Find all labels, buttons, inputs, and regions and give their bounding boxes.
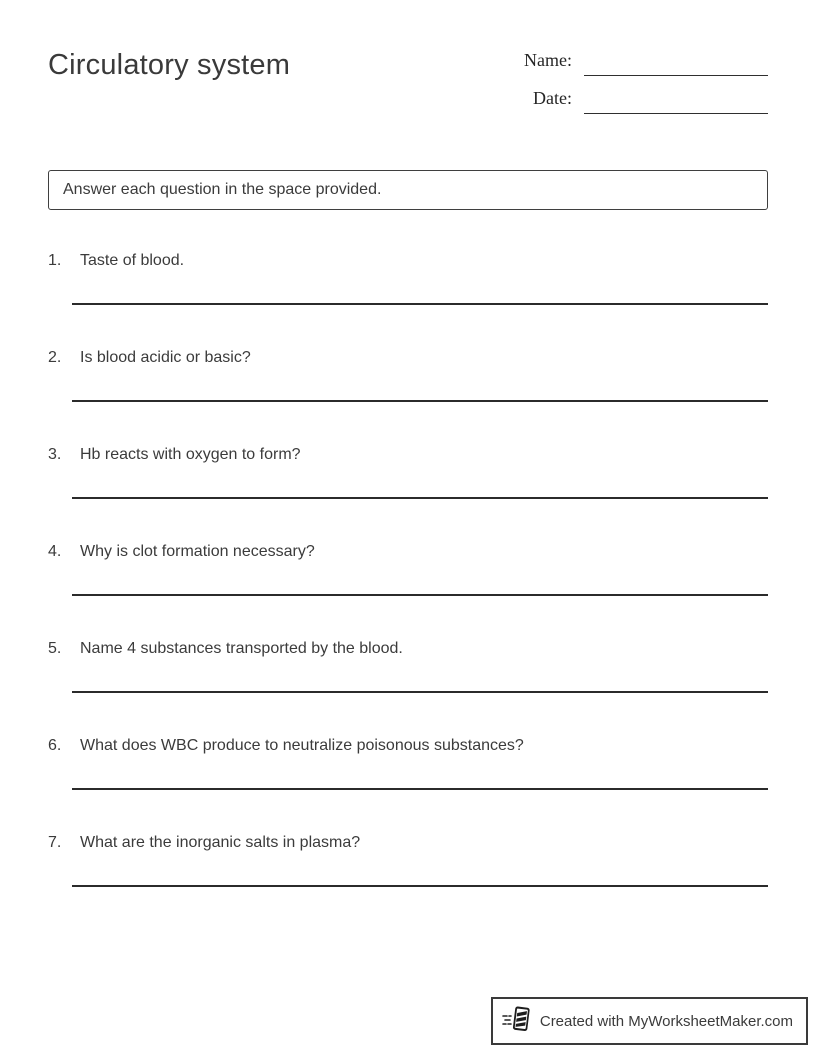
- question-text: Name 4 substances transported by the blood.: [80, 640, 403, 657]
- question-item: [48, 638, 768, 693]
- footer-credit-text: Created with MyWorksheetMaker.com: [539, 1012, 793, 1030]
- answer-line: [72, 497, 768, 499]
- answer-line: [72, 400, 768, 402]
- footer-credit-badge[interactable]: [491, 997, 808, 1045]
- question-number: 2.: [48, 349, 62, 366]
- page-title: Circulatory system: [48, 49, 291, 81]
- answer-line: [72, 885, 768, 887]
- answer-line: [72, 788, 768, 790]
- instructions-box: [48, 170, 768, 210]
- question-item: [48, 832, 768, 887]
- question-number: 6.: [48, 737, 62, 754]
- answer-line: [72, 303, 768, 305]
- name-blank-line: [584, 48, 768, 76]
- question-text: Taste of blood.: [80, 252, 185, 269]
- answer-line: [72, 691, 768, 693]
- question-number: 3.: [48, 446, 62, 463]
- answer-line: [72, 594, 768, 596]
- date-label: Date:: [533, 88, 572, 108]
- question-number: 1.: [48, 252, 62, 269]
- question-number: 7.: [48, 834, 62, 851]
- question-item: [48, 444, 768, 499]
- question-item: [48, 541, 768, 596]
- question-text: What are the inorganic salts in plasma?: [80, 834, 361, 851]
- question-text: What does WBC produce to neutralize poisonous substances?: [80, 737, 524, 754]
- name-date-block: [524, 48, 768, 114]
- question-number: 4.: [48, 543, 62, 560]
- question-text: Why is clot formation necessary?: [80, 543, 315, 560]
- question-number: 5.: [48, 640, 62, 657]
- question-item: [48, 250, 768, 305]
- date-row: [524, 86, 768, 114]
- date-blank-line: [584, 86, 768, 114]
- question-item: [48, 735, 768, 790]
- name-row: [524, 48, 768, 76]
- question-list: [48, 250, 768, 929]
- question-text: Is blood acidic or basic?: [80, 349, 251, 366]
- question-item: [48, 347, 768, 402]
- question-text: Hb reacts with oxygen to form?: [80, 446, 301, 463]
- worksheet-maker-logo-icon: [502, 1004, 532, 1038]
- worksheet-header: [48, 48, 768, 114]
- instructions-text: Answer each question in the space provided.: [63, 181, 382, 198]
- name-label: Name:: [524, 50, 572, 70]
